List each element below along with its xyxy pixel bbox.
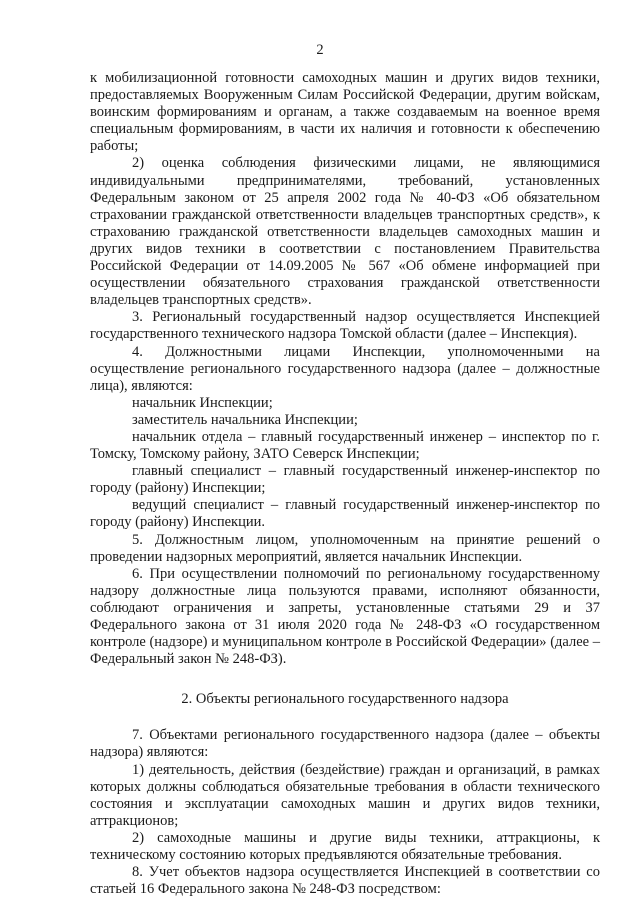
paragraphs-after xyxy=(90,727,600,898)
list-item: начальник Инспекции; xyxy=(132,394,273,411)
list-item: начальник отдела – главный государственный инженер – инспектор по г. Томску, Томскому району, ЗАТО Северск Инспекции; xyxy=(90,428,600,463)
paragraph: 4. Должностными лицами Инспекции, уполномоченными на осуществление регионального государственного надзора (далее – должностные лица), являются: xyxy=(90,343,600,394)
section-heading: 2. Объекты регионального государственного надзора xyxy=(181,691,509,708)
paragraph: 5. Должностным лицом, уполномоченным на принятие решений о проведении надзорных мероприятий, является начальник Инспекции. xyxy=(90,531,600,565)
document-body xyxy=(90,70,600,898)
paragraph: 7. Объектами регионального государственного надзора (далее – объекты надзора) являются: xyxy=(90,727,600,761)
paragraphs-before xyxy=(90,70,600,668)
list-item: заместитель начальника Инспекции; xyxy=(132,411,358,428)
list-item: главный специалист – главный государственный инженер-инспектор по городу (району) Инспекции; xyxy=(90,463,600,497)
paragraph: к мобилизационной готовности самоходных машин и других видов техники, предоставляемых Вооруженным Силам Российской Федерации, другим войскам, воинским формированиям и органам, а также создаваемым на военное время специальным формированиям, в части их наличия и готовности к обеспечению работы; xyxy=(90,70,600,155)
paragraph: 8. Учет объектов надзора осуществляется Инспекцией в соответствии со статьей 16 Федерального закона № 248-ФЗ посредством: xyxy=(90,864,600,898)
list-item: 2) самоходные машины и другие виды техники, аттракционы, к техническому состоянию которых предъявляются обязательные требования. xyxy=(90,829,600,864)
paragraph: 6. При осуществлении полномочий по региональному государственному надзору должностные лица пользуются правами, исполняют обязанности, соблюдают ограничения и запреты, установленные статьями 29 и 37 Федерального закона от 31 июля 2020 года № 248-ФЗ «О государственном контроле (надзоре) и муниципальном контроле в Российской Федерации» (далее – Федеральный закон № 248-ФЗ). xyxy=(90,565,600,668)
paragraph: 2) оценка соблюдения физическими лицами, не являющимися индивидуальными предпринимателями, требований, установленных Федеральным законом от 25 апреля 2002 года № 40-ФЗ «Об обязательном страховании гражданской ответственности владельцев транспортных средств», к страхованию гражданской ответственности владельцев самоходных машин и других видов техники в соответствии с постановлением Правительства Российской Федерации от 14.09.2005 № 567 «Об обмене информацией при осуществлении обязательного страхования гражданской ответственности владельцев транспортных средств». xyxy=(90,155,600,309)
list-item: 1) деятельность, действия (бездействие) граждан и организаций, в рамках которых должны соблюдаться обязательные требования в области технического состояния и эксплуатации самоходных машин и других видов техники, аттракционов; xyxy=(90,761,600,829)
paragraph: 3. Региональный государственный надзор осуществляется Инспекцией государственного технического надзора Томской области (далее – Инспекция). xyxy=(90,309,600,343)
page-number: 2 xyxy=(316,42,324,58)
list-item: ведущий специалист – главный государственный инженер-инспектор по городу (району) Инспекции. xyxy=(90,497,600,531)
